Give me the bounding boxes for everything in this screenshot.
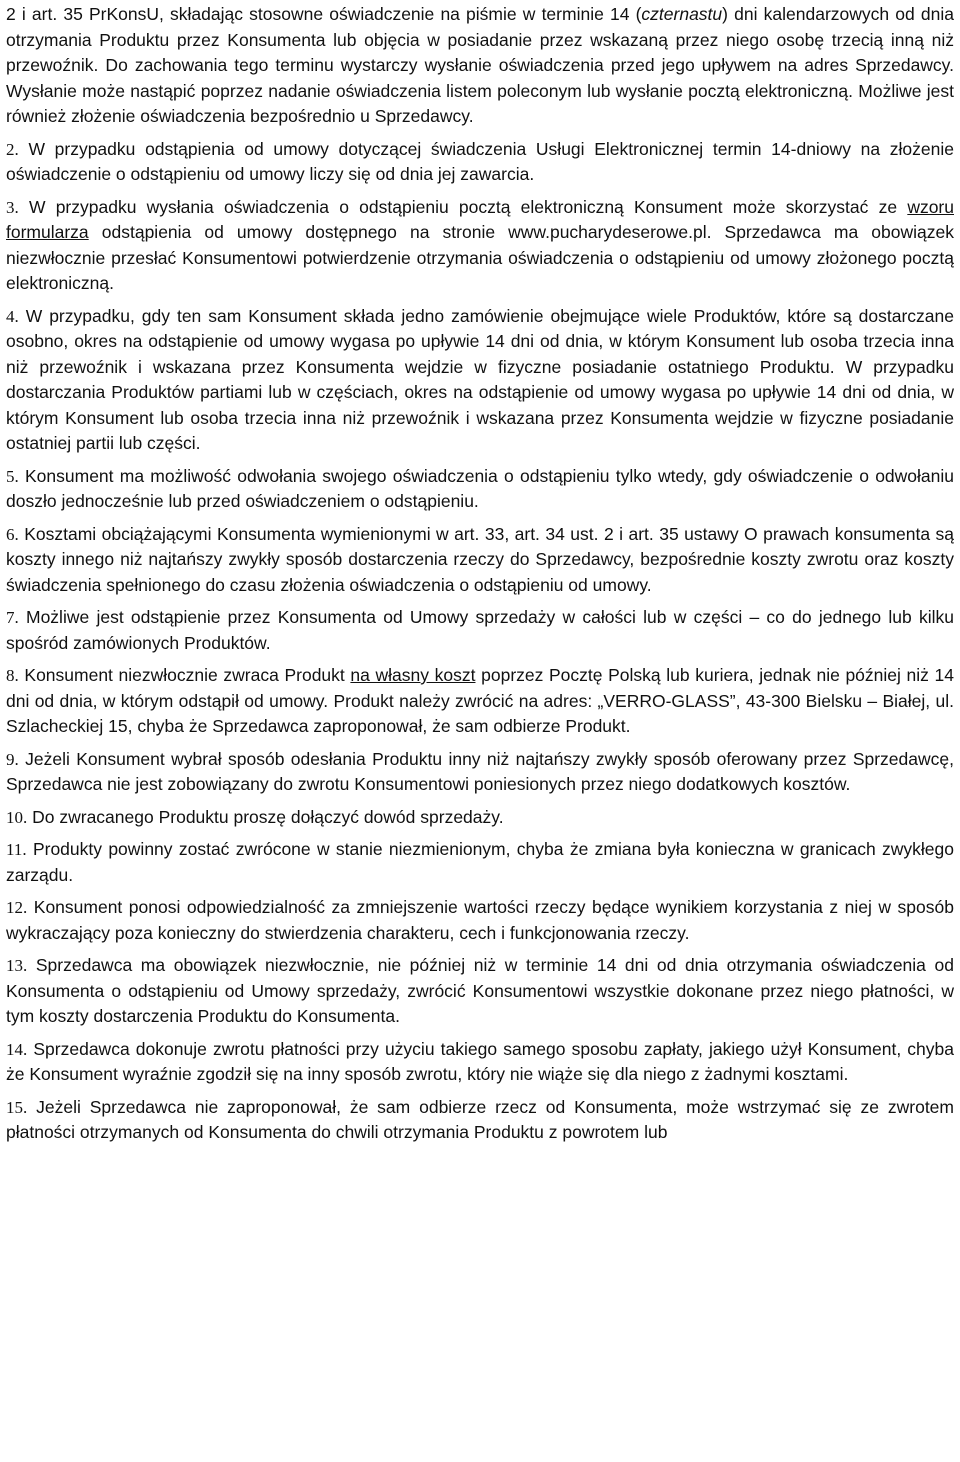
paragraph-number: 4. bbox=[6, 306, 19, 326]
paragraph-number: 11. bbox=[6, 840, 27, 859]
text-run: Konsument ponosi odpowiedzialność za zmniejszenie wartości rzeczy będące wynikiem korzystania z niej w sposób wykraczający poza konieczny do stwierdzenia charakteru, cech i funkcjonowania rzeczy. bbox=[6, 897, 954, 943]
paragraph-number: 7. bbox=[6, 608, 19, 627]
text-run: Konsument niezwłocznie zwraca Produkt bbox=[24, 665, 351, 685]
paragraph-9 bbox=[6, 747, 954, 798]
paragraph-number: 13. bbox=[6, 956, 28, 975]
text-run-italic: czternastu bbox=[641, 4, 723, 24]
paragraph-5 bbox=[6, 464, 954, 515]
paragraph-number: 3. bbox=[6, 197, 19, 217]
paragraph-1 bbox=[6, 2, 954, 130]
paragraph-number: 2. bbox=[6, 139, 19, 159]
paragraph-6 bbox=[6, 522, 954, 599]
paragraph-3 bbox=[6, 195, 954, 297]
text-run: Sprzedawca ma obowiązek niezwłocznie, nie później niż w terminie 14 dni od dnia otrzymania oświadczenia od Konsumenta o odstąpieniu od Umowy sprzedaży, zwrócić Konsumentowi wszystkie dokonane przez niego płatności, w tym koszty dostarczenia Produktu do Konsumenta. bbox=[6, 955, 954, 1026]
underlined-text: na własny koszt bbox=[350, 665, 476, 685]
text-run: W przypadku odstąpienia od umowy dotyczącej świadczenia Usługi Elektronicznej termin 14-dniowy na złożenie oświadczenie o odstąpieniu od umowy liczy się od dnia jej zawarcia. bbox=[6, 138, 954, 184]
paragraph-13 bbox=[6, 953, 954, 1030]
text-run: Jeżeli Sprzedawca nie zaproponował, że sam odbierze rzecz od Konsumenta, może wstrzymać się ze zwrotem płatności otrzymanych od Konsumenta do chwili otrzymania Produktu z powrotem lub bbox=[6, 1096, 954, 1142]
paragraph-number: 9. bbox=[6, 749, 19, 769]
text-run: odstąpienia od umowy dostępnego na stronie www.pucharydeserowe.pl. Sprzedawca ma obowiązek niezwłocznie przesłać Konsumentowi potwierdzenie otrzymania oświadczenia o odstąpieniu od umowy złożonego pocztą elektroniczną. bbox=[6, 222, 954, 293]
text-run: W przypadku, gdy ten sam Konsument składa jedno zamówienie obejmujące wiele Produktów, które są dostarczane osobno, okres na odstąpienie od umowy wygasa po upływie 14 dni od dnia, w którym Konsument lub osoba trzecia inna niż przewoźnik i wskazana przez Konsumenta wejdzie w fizyczne posiadanie ostatniego Produktu. W przypadku dostarczania Produktów partiami lub w częściach, okres na odstąpienie od umowy wygasa po upływie 14 dni od dnia, w którym Konsument lub osoba trzecia inna niż przewoźnik i wskazana przez Konsumenta wejdzie w fizyczne posiadanie ostatniej partii lub części. bbox=[6, 305, 954, 453]
paragraph-14 bbox=[6, 1037, 954, 1088]
text-run: ) dni kalendarzowych od dnia otrzymania Produktu przez Konsumenta lub objęcia w posiadanie przez wskazaną przez niego osobę trzecią inną niż przewoźnik. Do zachowania tego terminu wystarczy wysłanie oświadczenia przed jego upływem na adres Sprzedawcy. Wysłanie może nastąpić poprzez nadanie oświadczenia listem poleconym lub wysłanie pocztą elektroniczną. Możliwe jest również złożenie oświadczenia bezpośrednio u Sprzedawcy. bbox=[6, 4, 954, 126]
paragraph-number: 10. bbox=[6, 807, 28, 827]
paragraph-15 bbox=[6, 1095, 954, 1146]
text-run: Jeżeli Konsument wybrał sposób odesłania Produktu inny niż najtańszy zwykły sposób oferowany przez Sprzedawcę, Sprzedawca nie jest zobowiązany do zwrotu Konsumentowi poniesionych przez niego dodatkowych kosztów. bbox=[6, 748, 954, 794]
text-run: Produkty powinny zostać zwrócone w stanie niezmienionym, chyba że zmiana była konieczna w granicach zwykłego zarządu. bbox=[6, 839, 954, 885]
text-run: Możliwe jest odstąpienie przez Konsumenta od Umowy sprzedaży w całości lub w części – co do jednego lub kilku spośród zamówionych Produktów. bbox=[6, 607, 954, 653]
paragraph-8 bbox=[6, 663, 954, 740]
paragraph-number: 6. bbox=[6, 524, 19, 544]
paragraph-10 bbox=[6, 805, 954, 831]
text-run: Konsument ma możliwość odwołania swojego oświadczenia o odstąpieniu tylko wtedy, gdy oświadczenie o odwołaniu doszło jednocześnie lub przed oświadczeniem o odstąpieniu. bbox=[6, 465, 954, 511]
form-template-link[interactable]: wzoru formularza bbox=[6, 196, 954, 242]
paragraph-number: 15. bbox=[6, 1097, 28, 1117]
paragraph-number: 12. bbox=[6, 898, 28, 917]
text-run: Kosztami obciążającymi Konsumenta wymienionymi w art. 33, art. 34 ust. 2 i art. 35 ustawy O prawach konsumenta są koszty innego niż najtańszy zwykły sposób dostarczenia rzeczy do Sprzedawcy, bezpośrednie koszty zwrotu oraz koszty świadczenia spełnionego do czasu złożenia oświadczenia o odstąpieniu od umowy. bbox=[6, 523, 954, 595]
paragraph-2 bbox=[6, 137, 954, 188]
paragraph-11 bbox=[6, 837, 954, 888]
paragraph-number: 8. bbox=[6, 666, 19, 685]
paragraph-7 bbox=[6, 605, 954, 656]
text-run: 2 i art. 35 PrKonsU, składając stosowne oświadczenie na piśmie w terminie 14 ( bbox=[6, 4, 642, 24]
text-run: W przypadku wysłania oświadczenia o odstąpieniu pocztą elektroniczną Konsument może skorzystać ze bbox=[28, 196, 908, 217]
paragraph-number: 14. bbox=[6, 1039, 28, 1059]
paragraph-number: 5. bbox=[6, 466, 19, 486]
text-run: poprzez Pocztę Polską lub kuriera, jednak nie później niż 14 dni od dnia, w którym odstąpił od umowy. Produkt należy zwrócić na adres: „VERRO-GLASS”, 43-300 Bielsku – Białej, ul. Szlacheckiej 15, chyba że Sprzedawca zaproponował, że sam odbierze Produkt. bbox=[6, 665, 955, 736]
text-run: Do zwracanego Produktu proszę dołączyć dowód sprzedaży. bbox=[32, 806, 504, 827]
paragraph-4 bbox=[6, 304, 954, 457]
text-run: Sprzedawca dokonuje zwrotu płatności przy użyciu takiego samego sposobu zapłaty, jakiego użył Konsument, chyba że Konsument wyraźnie zgodził się na inny sposób zwrotu, który nie wiąże się dla niego z żadnymi kosztami. bbox=[6, 1038, 954, 1084]
paragraph-12 bbox=[6, 895, 954, 946]
